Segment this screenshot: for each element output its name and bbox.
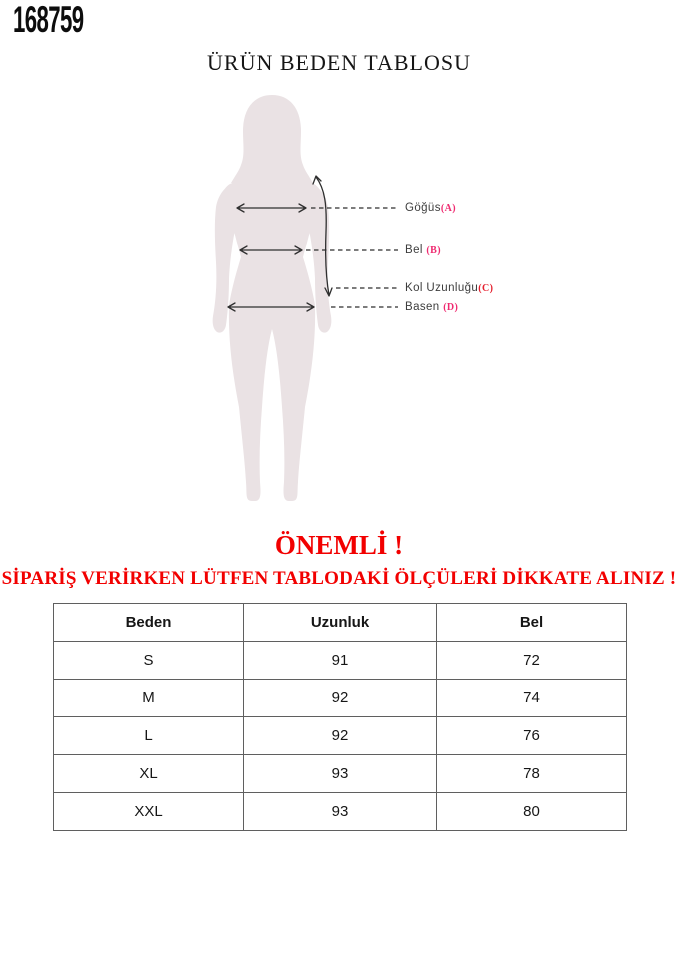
table-row-m [54,679,627,717]
cell-waist: 76 [437,717,627,755]
product-code: 168759 [13,0,84,40]
col-header-beden: Beden [54,604,244,642]
cell-waist: 74 [437,679,627,717]
cell-length: 91 [244,641,437,679]
measurement-label-arm [405,281,493,295]
table-header-row [54,604,627,642]
cell-waist: 80 [437,792,627,830]
body-silhouette [213,95,332,501]
waist-label-text: Bel [405,244,427,256]
cell-length: 92 [244,679,437,717]
cell-size: XL [54,755,244,793]
cell-size: XXL [54,792,244,830]
measurement-label-chest [405,201,456,215]
cell-length: 93 [244,792,437,830]
col-header-bel: Bel [437,604,627,642]
table-row-xxl [54,792,627,830]
arm-letter-badge: (C) [478,283,494,294]
cell-length: 93 [244,755,437,793]
measurement-label-waist [405,243,441,257]
measurement-label-hip [405,300,458,314]
cell-size: L [54,717,244,755]
waist-letter-badge: (B) [426,245,441,256]
hip-label-text: Basen [405,301,444,313]
table-row-s [54,641,627,679]
notice-warning: SİPARİŞ VERİRKEN LÜTFEN TABLODAKİ ÖLÇÜLERİ DİKKATE ALINIZ ! [1,568,677,589]
size-table [53,603,627,831]
table-row-l [54,717,627,755]
arm-label-text: Kol Uzunluğu [405,282,479,294]
cell-size: S [54,641,244,679]
cell-length: 92 [244,717,437,755]
col-header-uzunluk: Uzunluk [244,604,437,642]
cell-waist: 78 [437,755,627,793]
chest-letter-badge: (A) [440,203,456,214]
page-title: ÜRÜN BEDEN TABLOSU [207,50,471,75]
table-row-xl [54,755,627,793]
cell-size: M [54,679,244,717]
notice-heading: ÖNEMLİ ! [274,530,404,560]
silhouette-torso-legs [223,178,321,501]
hip-letter-badge: (D) [443,302,459,313]
chest-label-text: Göğüs [405,202,441,214]
cell-waist: 72 [437,641,627,679]
silhouette-head-hair [231,95,313,183]
